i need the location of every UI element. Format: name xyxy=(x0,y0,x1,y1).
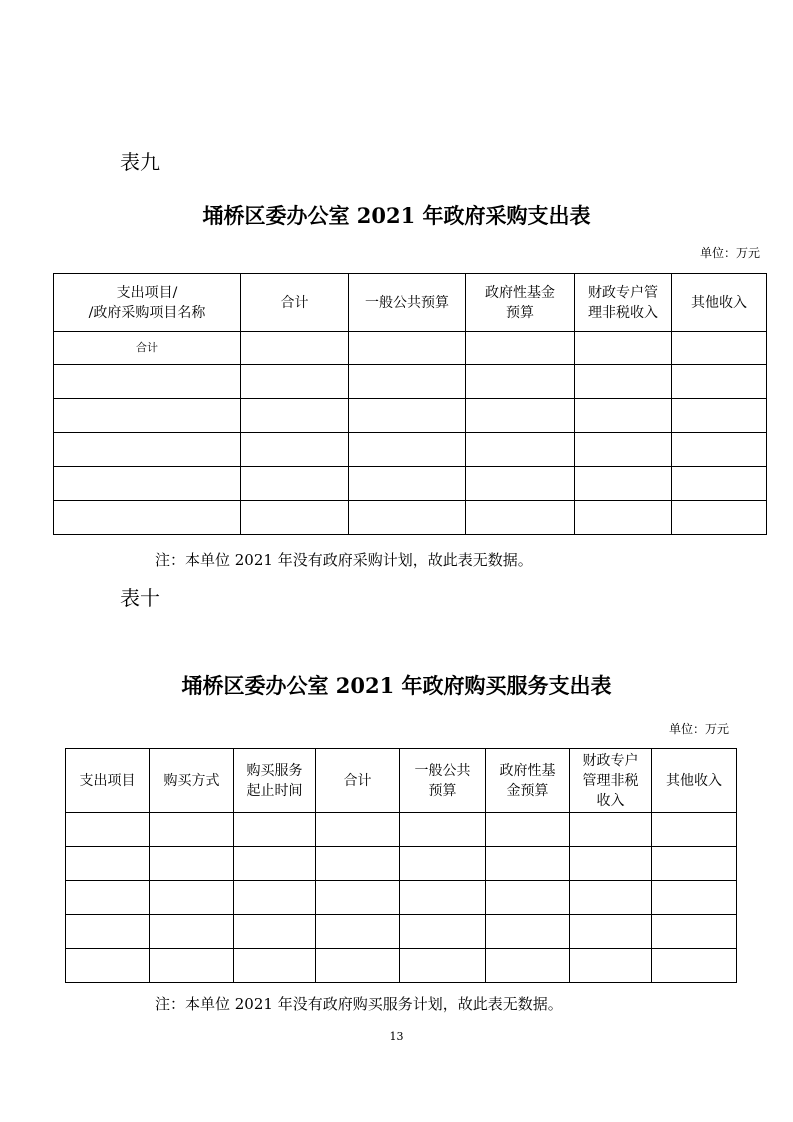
table-cell xyxy=(316,813,400,847)
table-cell xyxy=(672,433,767,467)
table-cell xyxy=(400,813,486,847)
table9-header-other-income: 其他收入 xyxy=(672,274,767,332)
table-cell xyxy=(486,915,570,949)
table9-total-row xyxy=(54,332,767,365)
table-cell xyxy=(150,813,234,847)
table-cell xyxy=(652,881,737,915)
table-cell xyxy=(349,399,466,433)
table10-header-other-income: 其他收入 xyxy=(652,749,737,813)
table-cell xyxy=(241,365,349,399)
table-cell xyxy=(241,399,349,433)
table-cell xyxy=(575,365,672,399)
table-cell xyxy=(486,813,570,847)
table10-header-method: 购买方式 xyxy=(150,749,234,813)
table-cell xyxy=(66,813,150,847)
table-cell xyxy=(486,847,570,881)
table10-grid xyxy=(65,748,737,983)
table-cell xyxy=(575,332,672,365)
table10-title: 埇桥区委办公室 2021 年政府购买服务支出表 xyxy=(181,673,612,698)
table-cell xyxy=(672,467,767,501)
table10-unit: 单位：万元 xyxy=(668,722,729,736)
table-cell xyxy=(66,915,150,949)
table-cell xyxy=(672,501,767,535)
table-cell xyxy=(234,813,316,847)
table10-label: 表十 xyxy=(120,586,160,610)
table9-header-total: 合计 xyxy=(241,274,349,332)
table-cell xyxy=(466,501,575,535)
table-cell xyxy=(234,881,316,915)
table-cell xyxy=(400,881,486,915)
table-row xyxy=(54,467,767,501)
table-row xyxy=(54,399,767,433)
table-cell xyxy=(575,433,672,467)
table-row xyxy=(66,847,737,881)
table-cell xyxy=(150,881,234,915)
table-cell xyxy=(400,915,486,949)
table10-header-general-budget: 一般公共 预算 xyxy=(400,749,486,813)
table-cell xyxy=(466,332,575,365)
table-cell xyxy=(234,949,316,983)
table-cell xyxy=(234,847,316,881)
table-cell xyxy=(234,915,316,949)
table9-note: 注：本单位 2021 年没有政府采购计划，故此表无数据。 xyxy=(155,551,533,569)
table-cell xyxy=(316,847,400,881)
table-cell xyxy=(54,501,241,535)
table9-grid xyxy=(53,273,767,535)
table-cell xyxy=(570,847,652,881)
page-number: 13 xyxy=(389,1030,404,1043)
table-row xyxy=(54,501,767,535)
table-cell xyxy=(66,881,150,915)
table-cell xyxy=(150,847,234,881)
table-cell xyxy=(150,949,234,983)
table-cell xyxy=(570,813,652,847)
table10-header-period: 购买服务 起止时间 xyxy=(234,749,316,813)
table-cell xyxy=(241,501,349,535)
table-row xyxy=(66,813,737,847)
table10-header-row xyxy=(66,749,737,813)
table-cell xyxy=(575,399,672,433)
table-cell xyxy=(466,433,575,467)
table-row xyxy=(54,433,767,467)
table9-total-label: 合计 xyxy=(54,332,241,365)
table-cell xyxy=(54,399,241,433)
table-cell xyxy=(150,915,234,949)
table-cell xyxy=(349,332,466,365)
table-cell xyxy=(400,847,486,881)
table-cell xyxy=(400,949,486,983)
table-cell xyxy=(54,433,241,467)
table-cell xyxy=(466,467,575,501)
table-cell xyxy=(652,847,737,881)
table-cell xyxy=(466,399,575,433)
table-cell xyxy=(66,949,150,983)
table-cell xyxy=(66,847,150,881)
table10-header-item: 支出项目 xyxy=(66,749,150,813)
table-cell xyxy=(241,467,349,501)
table-cell xyxy=(54,467,241,501)
table-cell xyxy=(241,433,349,467)
table10-header-total: 合计 xyxy=(316,749,400,813)
table-row xyxy=(66,915,737,949)
table-row xyxy=(54,365,767,399)
table-cell xyxy=(570,915,652,949)
table9-unit: 单位：万元 xyxy=(699,246,760,260)
table-cell xyxy=(652,813,737,847)
table-cell xyxy=(54,365,241,399)
table-cell xyxy=(486,949,570,983)
table9-title: 埇桥区委办公室 2021 年政府采购支出表 xyxy=(202,203,591,228)
table-cell xyxy=(466,365,575,399)
table-cell xyxy=(652,915,737,949)
table-cell xyxy=(241,332,349,365)
table-cell xyxy=(349,501,466,535)
table-cell xyxy=(575,467,672,501)
table9-header-item: 支出项目/ /政府采购项目名称 xyxy=(54,274,241,332)
table-cell xyxy=(349,467,466,501)
table-row xyxy=(66,881,737,915)
table-cell xyxy=(316,881,400,915)
table9-header-gov-fund: 政府性基金 预算 xyxy=(466,274,575,332)
table-cell xyxy=(672,365,767,399)
table-cell xyxy=(316,949,400,983)
table-cell xyxy=(486,881,570,915)
table-cell xyxy=(570,949,652,983)
table9-header-row xyxy=(54,274,767,332)
table10-header-special-account: 财政专户 管理非税 收入 xyxy=(570,749,652,813)
table-cell xyxy=(672,332,767,365)
table10-note: 注：本单位 2021 年没有政府购买服务计划，故此表无数据。 xyxy=(155,995,563,1013)
table9-label: 表九 xyxy=(120,150,160,174)
table-cell xyxy=(316,915,400,949)
table-cell xyxy=(672,399,767,433)
table9-header-general-budget: 一般公共预算 xyxy=(349,274,466,332)
table-row xyxy=(66,949,737,983)
table10-header-gov-fund: 政府性基 金预算 xyxy=(486,749,570,813)
table-cell xyxy=(575,501,672,535)
table9-header-special-account: 财政专户管 理非税收入 xyxy=(575,274,672,332)
table-cell xyxy=(349,365,466,399)
table-cell xyxy=(349,433,466,467)
table-cell xyxy=(652,949,737,983)
table-cell xyxy=(570,881,652,915)
